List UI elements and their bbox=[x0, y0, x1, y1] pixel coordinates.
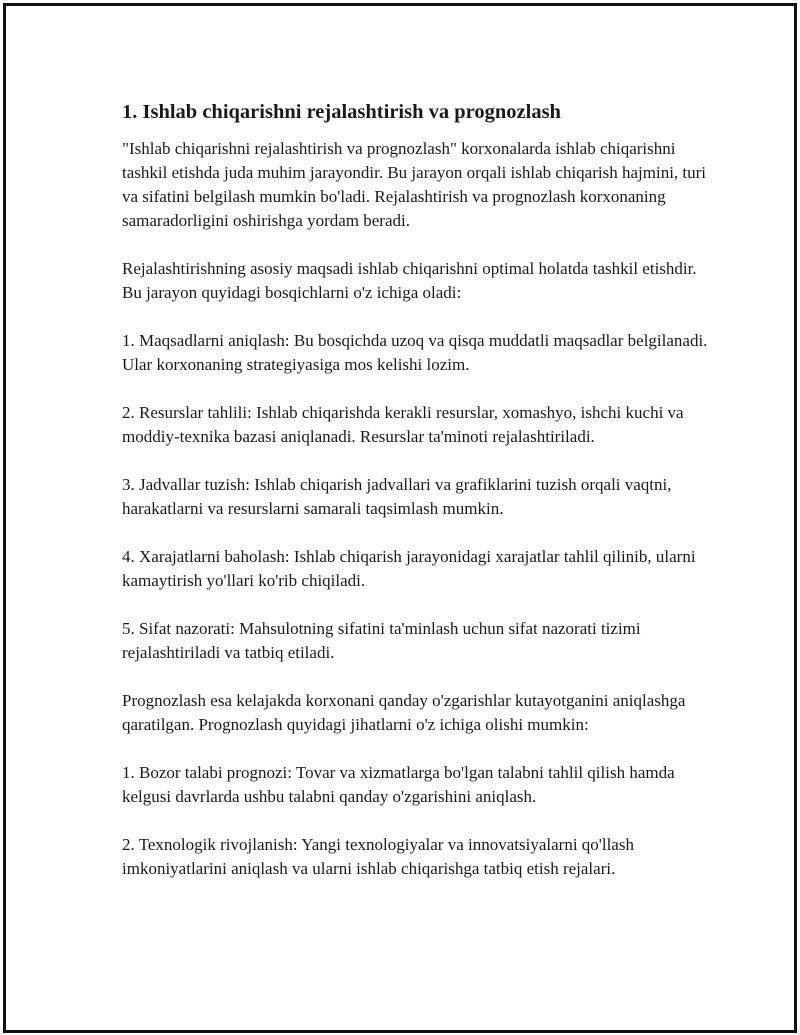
planning-step-4: 4. Xarajatlarni baholash: Ishlab chiqarish jarayonidagi xarajatlar tahlil qilinib, ularni kamaytirish yo'llari ko'rib chiqiladi. bbox=[122, 547, 696, 590]
forecast-item-2: 2. Texnologik rivojlanish: Yangi texnologiyalar va innovatsiyalarni qo'llash imkoniyatlarini aniqlash va ularni ishlab chiqarishga tatbiq etish rejalari. bbox=[122, 835, 634, 878]
page-frame bbox=[3, 3, 797, 1033]
forecasting-paragraph: Prognozlash esa kelajakda korxonani qanday o'zgarishlar kutayotganini aniqlashga qaratilgan. Prognozlash quyidagi jihatlarni o'z ichiga olishi mumkin: bbox=[122, 691, 686, 734]
document-title: 1. Ishlab chiqarishni rejalashtirish va prognozlash bbox=[122, 101, 561, 123]
document-body bbox=[122, 98, 712, 905]
planning-step-2: 2. Resurslar tahlili: Ishlab chiqarishda kerakli resurslar, xomashyo, ishchi kuchi va moddiy-texnika bazasi aniqlanadi. Resurslar ta'minoti rejalashtiriladi. bbox=[122, 403, 684, 446]
forecast-item-1: 1. Bozor talabi prognozi: Tovar va xizmatlarga bo'lgan talabni tahlil qilish hamda kelgusi davrlarda ushbu talabni qanday o'zgarishini aniqlash. bbox=[122, 763, 675, 806]
planning-step-1: 1. Maqsadlarni aniqlash: Bu bosqichda uzoq va qisqa muddatli maqsadlar belgilanadi. Ular korxonaning strategiyasiga mos kelishi lozim. bbox=[122, 331, 708, 374]
planning-step-5: 5. Sifat nazorati: Mahsulotning sifatini ta'minlash uchun sifat nazorati tizimi rejalashtiriladi va tatbiq etiladi. bbox=[122, 619, 641, 662]
planning-step-3: 3. Jadvallar tuzish: Ishlab chiqarish jadvallari va grafiklarini tuzish orqali vaqtni, harakatlarni va resurslarni samarali taqsimlash mumkin. bbox=[122, 475, 672, 518]
planning-goal-paragraph: Rejalashtirishning asosiy maqsadi ishlab chiqarishni optimal holatda tashkil etishdir. Bu jarayon quyidagi bosqichlarni o'z ichiga oladi: bbox=[122, 259, 697, 302]
intro-paragraph: "Ishlab chiqarishni rejalashtirish va prognozlash" korxonalarda ishlab chiqarishni tashkil etishda juda muhim jarayondir. Bu jarayon orqali ishlab chiqarish hajmini, turi va sifatini belgilash mumkin bo'ladi. Rejalashtirish va prognozlash korxonaning samaradorligini oshirishga yordam beradi. bbox=[122, 139, 707, 230]
